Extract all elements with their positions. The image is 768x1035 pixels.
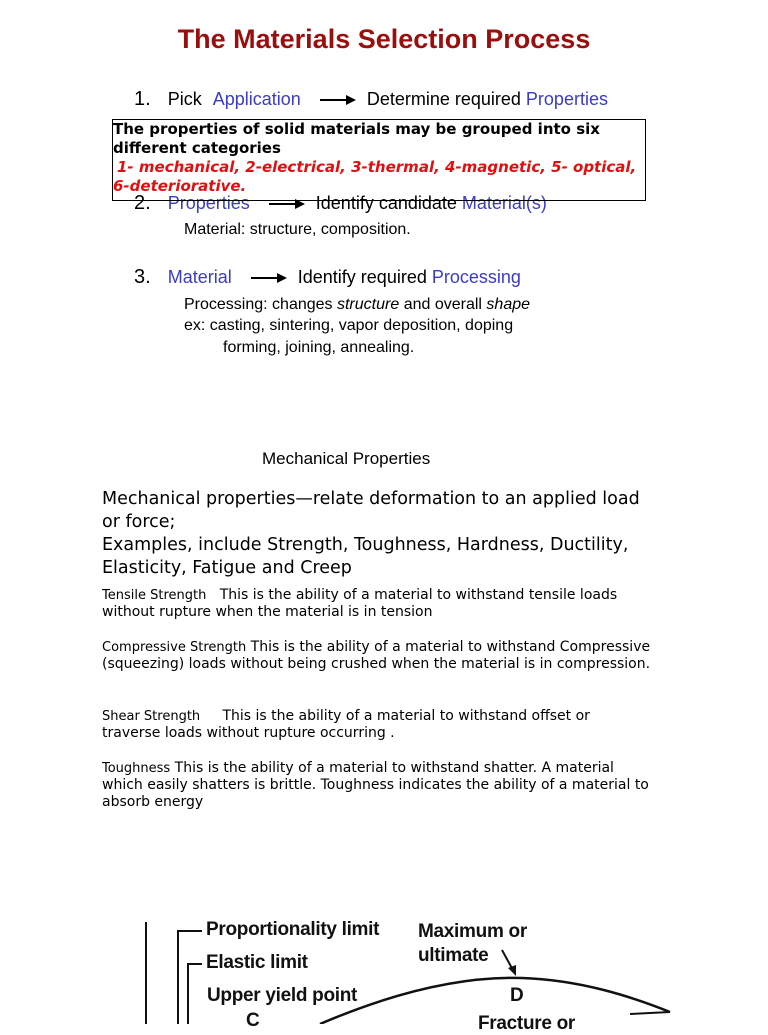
step-3-identify: Identify required — [297, 267, 427, 287]
step-1 — [134, 88, 608, 111]
label-elastic-limit: Elastic limit — [206, 952, 308, 973]
categories-note-box — [112, 119, 646, 201]
label-point-d: D — [510, 985, 524, 1006]
step-2-materials: Material(s) — [461, 193, 547, 213]
definition-text: This is the ability of a material to withstand tensile loads without rupture when the material is in tension — [102, 587, 618, 620]
step-3-number: 3. — [134, 266, 151, 288]
definition-text: This is the ability of a material to withstand offset or traverse loads without rupture occurring . — [102, 708, 590, 741]
step-1-pick: Pick — [167, 89, 202, 109]
step-2-number: 2. — [134, 192, 151, 214]
step-3-material: Material — [167, 267, 232, 287]
step-2-identify: Identify candidate — [315, 193, 457, 213]
definition-compressive — [102, 639, 652, 673]
definition-term: Shear Strength — [102, 709, 201, 724]
stress-strain-diagram — [130, 910, 690, 1034]
processing-examples-2: forming, joining, annealing. — [223, 339, 415, 356]
definition-toughness — [102, 760, 652, 811]
step-1-properties: Properties — [525, 89, 608, 109]
step-3-detail — [184, 296, 530, 314]
step-3-processing: Processing — [431, 267, 521, 287]
arrow-right-icon — [251, 272, 287, 284]
note-heading: The properties of solid materials may be grouped into six different categories — [113, 120, 600, 157]
definition-term: Tensile Strength — [102, 588, 207, 603]
processing-structure: structure — [336, 296, 400, 313]
mechanical-intro-line-2: Examples, include Strength, Toughness, Hardness, Ductility, Elasticity, Fatigue and Creep — [102, 535, 629, 578]
processing-examples-1: ex: casting, sintering, vapor deposition, doping — [184, 317, 514, 334]
definition-term: Toughness — [102, 761, 171, 776]
definition-text: This is the ability of a material to withstand Compressive (squeezing) loads without being crushed when the material is in compression. — [102, 639, 651, 672]
step-1-number: 1. — [134, 88, 151, 110]
definition-shear — [102, 708, 652, 742]
note-categories: 1- mechanical, 2-electrical, 3-thermal, 4-magnetic, 5- optical, 6-deteriorative. — [113, 158, 637, 195]
arrow-right-icon — [320, 94, 356, 106]
step-2-properties: Properties — [167, 193, 250, 213]
section-heading: Mechanical Properties — [262, 449, 431, 468]
label-point-c: C — [246, 1010, 260, 1031]
processing-shape: shape — [486, 296, 531, 313]
step-1-application: Application — [212, 89, 301, 109]
processing-prefix: Processing: changes — [184, 296, 333, 313]
label-fracture: Fracture or — [478, 1013, 576, 1034]
mechanical-intro — [102, 488, 662, 580]
page-title: The Materials Selection Process — [177, 24, 591, 54]
label-proportionality-limit: Proportionality limit — [206, 919, 380, 940]
step-3 — [134, 266, 521, 289]
label-ultimate: ultimate — [418, 945, 489, 966]
step-2-detail: Material: structure, composition. — [184, 221, 411, 238]
definition-tensile — [102, 587, 652, 621]
definition-term: Compressive Strength — [102, 640, 247, 655]
definition-text: This is the ability of a material to withstand shatter. A material which easily shatters is brittle. Toughness indicates the ability of a material to absorb energy — [102, 760, 649, 810]
processing-mid: and overall — [403, 296, 482, 313]
step-1-determine: Determine required — [366, 89, 521, 109]
mechanical-intro-line-1: Mechanical properties—relate deformation to an applied load or force; — [102, 489, 640, 532]
label-upper-yield-point: Upper yield point — [207, 985, 358, 1006]
label-maximum: Maximum or — [418, 921, 527, 942]
